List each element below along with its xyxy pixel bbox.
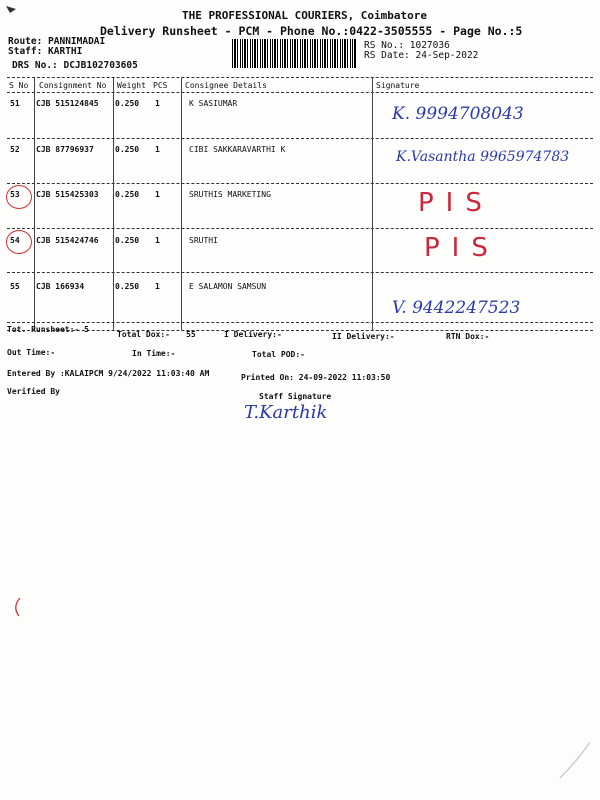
i-delivery: I Delivery:- — [224, 330, 282, 339]
rs-number: RS No.: 1027036 — [364, 40, 450, 51]
row-weight: 0.250 — [115, 99, 140, 108]
col-header-consignment: Consignment No — [39, 81, 107, 90]
row-sno: 54 — [10, 236, 20, 245]
col-header-pcs: PCS — [153, 81, 168, 90]
row-pcs: 1 — [155, 145, 160, 154]
row-consignment: CJB 515425303 — [36, 190, 99, 199]
row-pcs: 1 — [155, 236, 160, 245]
row-weight: 0.250 — [115, 145, 140, 154]
row-weight: 0.250 — [115, 236, 140, 245]
row-signature: PIS — [424, 233, 500, 263]
row-sno: 51 — [10, 99, 20, 108]
col-header-sno: S No — [9, 81, 29, 90]
runsheet-subtitle: Delivery Runsheet - PCM - Phone No.:0422-3505555 - Page No.:5 — [100, 24, 523, 38]
ii-delivery: II Delivery:- — [332, 332, 395, 341]
col-header-consignee: Consignee Details — [185, 81, 267, 90]
in-time: In Time:- — [132, 349, 176, 358]
row-consignee: SRUTHIS MARKETING — [189, 190, 271, 199]
staff-label: Staff: KARTHI — [8, 46, 83, 57]
row-sno: 52 — [10, 145, 20, 154]
row-signature: K. 9994708043 — [392, 104, 524, 124]
tot-runsheet: Tot. Runsheet:- 5 — [7, 325, 89, 334]
col-header-signature: Signature — [376, 81, 420, 90]
row-signature: V. 9442247523 — [392, 298, 521, 318]
rs-date: RS Date: 24-Sep-2022 — [364, 50, 479, 61]
row-sno: 53 — [10, 190, 20, 199]
row-consignee: CIBI SAKKARAVARTHI K — [189, 145, 286, 154]
row-pcs: 1 — [155, 99, 160, 108]
row-consignee: E SALAMON SAMSUN — [189, 282, 267, 291]
total-dox-label: Total Dox:- — [117, 330, 170, 339]
drs-number: DRS No.: DCJB102703605 — [12, 60, 138, 71]
company-title: THE PROFESSIONAL COURIERS, Coimbatore — [182, 9, 428, 22]
route-label: Route: PANNIMADAI — [8, 36, 106, 47]
row-pcs: 1 — [155, 190, 160, 199]
printed-on: Printed On: 24-09-2022 11:03:50 — [241, 373, 391, 382]
entered-by: Entered By :KALAIPCM 9/24/2022 11:03:40 AM — [7, 369, 210, 378]
staff-signature-label: Staff Signature — [259, 392, 332, 401]
row-weight: 0.250 — [115, 190, 140, 199]
staff-signature: T.Karthik — [244, 402, 328, 423]
row-consignment: CJB 515124845 — [36, 99, 99, 108]
row-sno: 55 — [10, 282, 20, 291]
row-signature: PIS — [418, 188, 494, 218]
row-signature: K.Vasantha 9965974783 — [396, 149, 570, 165]
row-weight: 0.250 — [115, 282, 140, 291]
out-time: Out Time:- — [7, 348, 56, 357]
row-consignee: K SASIUMAR — [189, 99, 238, 108]
total-pod: Total POD:- — [252, 350, 305, 359]
row-consignment: CJB 166934 — [36, 282, 85, 291]
row-consignee: SRUTHI — [189, 236, 218, 245]
total-dox-value: 55 — [186, 330, 196, 339]
rtn-dox: RTN Dox:- — [446, 332, 490, 341]
row-consignment: CJB 87796937 — [36, 145, 94, 154]
verified-by: Verified By — [7, 387, 60, 396]
row-consignment: CJB 515424746 — [36, 236, 99, 245]
col-header-weight: Weight — [117, 81, 146, 90]
row-pcs: 1 — [155, 282, 160, 291]
